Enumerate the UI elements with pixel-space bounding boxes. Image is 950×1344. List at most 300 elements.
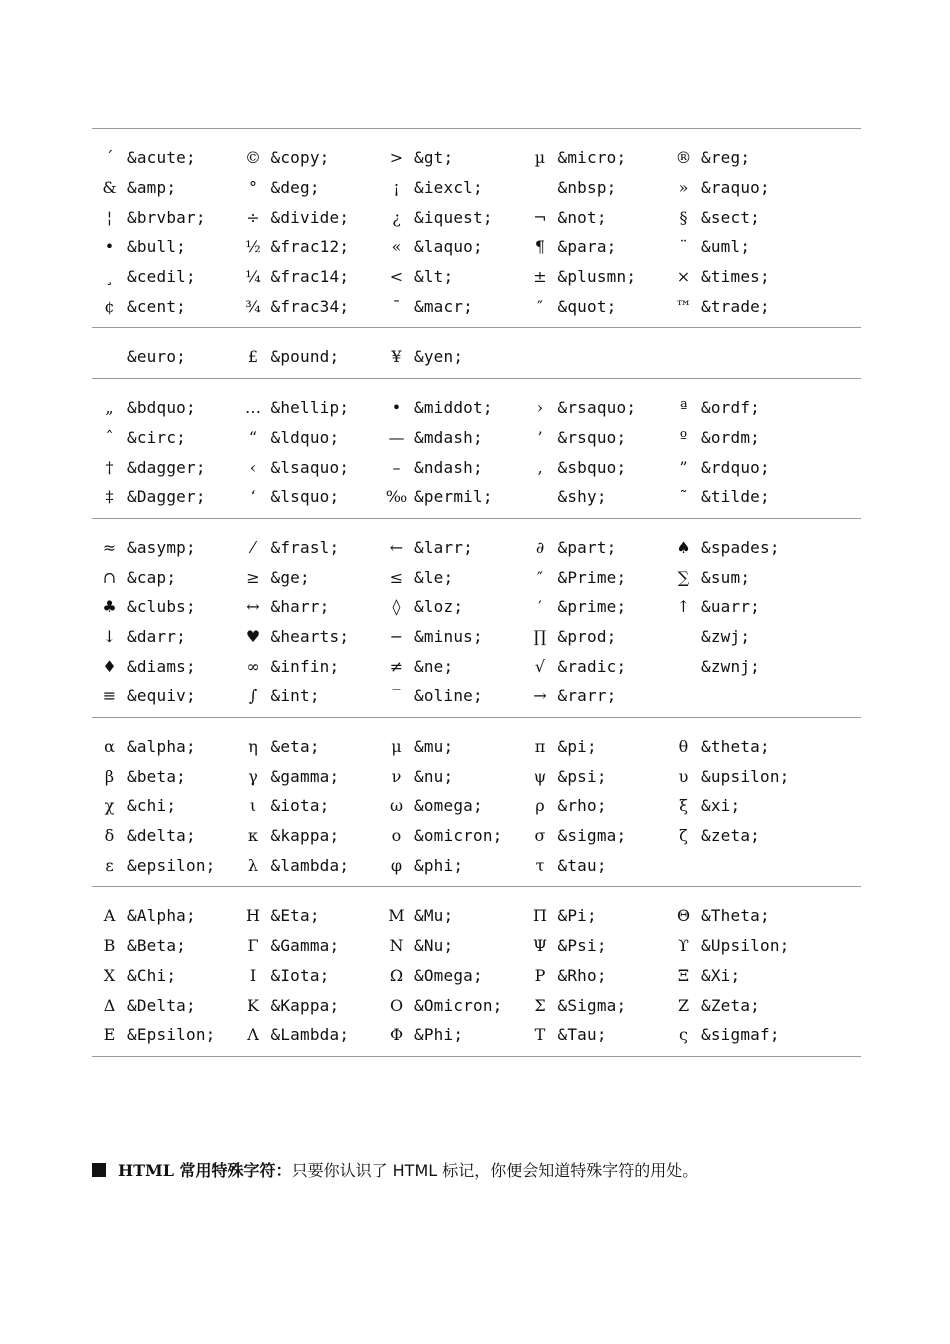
entity-code: &frac34; xyxy=(270,296,350,316)
entity-cell xyxy=(379,651,523,681)
entity-code: &ldquo; xyxy=(270,427,340,447)
entity-code: &nu; xyxy=(414,766,454,786)
entity-code: &mu; xyxy=(414,737,454,757)
entity-reference-table xyxy=(92,128,861,1057)
entity-code: &rsquo; xyxy=(557,427,627,447)
entity-code: &Beta; xyxy=(127,936,186,956)
entity-symbol: Λ xyxy=(247,1025,259,1045)
entity-code: &cent; xyxy=(127,296,186,316)
entity-cell xyxy=(92,931,236,961)
entity-code: &tau; xyxy=(557,855,607,875)
entity-cell xyxy=(379,990,523,1020)
entity-code: &delta; xyxy=(127,826,196,846)
entity-code: &yen; xyxy=(414,347,464,367)
entity-symbol: ↑ xyxy=(676,597,691,617)
entity-cell xyxy=(236,901,380,931)
entity-code: &sigma; xyxy=(557,826,627,846)
entity-cell xyxy=(666,901,810,931)
entity-symbol: ¨ xyxy=(679,237,688,257)
entity-symbol: ≈ xyxy=(102,537,117,557)
entity-cell xyxy=(523,1020,667,1050)
entity-symbol: Ψ xyxy=(532,936,548,956)
entity-code: &zwnj; xyxy=(701,656,760,676)
entity-cell xyxy=(236,931,380,961)
entity-cell xyxy=(92,821,236,851)
entity-symbol: © xyxy=(245,148,261,168)
entity-cell xyxy=(92,423,236,453)
entity-code: &int; xyxy=(270,686,320,706)
entity-symbol: Ρ xyxy=(534,965,546,985)
entity-code: &circ; xyxy=(127,427,186,447)
entity-cell xyxy=(92,143,236,173)
entity-symbol: Ι xyxy=(249,965,257,985)
entity-code: &kappa; xyxy=(270,826,340,846)
entity-code: &trade; xyxy=(701,296,770,316)
entity-code: &deg; xyxy=(270,178,320,198)
entity-code: &para; xyxy=(557,237,617,257)
entity-code: &bdquo; xyxy=(127,398,196,418)
entity-code: &brvbar; xyxy=(127,207,206,227)
entity-symbol: ↔ xyxy=(246,597,260,617)
entity-cell xyxy=(523,931,667,961)
entity-symbol: ς xyxy=(679,1025,688,1045)
entity-symbol: Ε xyxy=(103,1025,116,1045)
entity-cell xyxy=(236,562,380,592)
entity-code: &laquo; xyxy=(414,237,483,257)
entity-symbol: Ν xyxy=(389,936,404,956)
entity-cell xyxy=(666,651,810,681)
entity-cell xyxy=(92,342,236,372)
entity-cell xyxy=(523,592,667,622)
entity-symbol: Κ xyxy=(247,995,259,1015)
entity-symbol: χ xyxy=(104,796,115,816)
entity-code: &loz; xyxy=(414,597,464,617)
entity-symbol: γ xyxy=(248,766,258,786)
entity-cell xyxy=(379,202,523,232)
entity-symbol: ¼ xyxy=(245,267,261,287)
entity-code: &iota; xyxy=(270,796,330,816)
entity-symbol: º xyxy=(679,427,688,447)
entity-cell xyxy=(666,143,810,173)
entity-code: &Iota; xyxy=(270,965,330,985)
entity-symbol: π xyxy=(534,737,546,757)
entity-symbol: η xyxy=(248,737,258,757)
entity-code: &quot; xyxy=(557,296,617,316)
entity-cell xyxy=(379,232,523,262)
entity-code: &Sigma; xyxy=(557,995,627,1015)
entity-code: &iexcl; xyxy=(414,178,483,198)
entity-code: &Phi; xyxy=(414,1025,464,1045)
entity-cell xyxy=(523,202,667,232)
entity-symbol: Ω xyxy=(389,965,404,985)
entity-code: &Pi; xyxy=(557,906,597,926)
entity-symbol: ∂ xyxy=(535,537,545,557)
entity-code: &minus; xyxy=(414,626,483,646)
entity-cell xyxy=(379,533,523,563)
entity-grid xyxy=(92,901,861,1049)
entity-code: &alpha; xyxy=(127,737,196,757)
entity-symbol: ‘ xyxy=(250,487,256,507)
entity-cell xyxy=(666,562,810,592)
entity-symbol: Τ xyxy=(534,1025,546,1045)
entity-symbol: Ο xyxy=(389,995,404,1015)
entity-cell xyxy=(666,393,810,423)
entity-cell xyxy=(236,651,380,681)
entity-symbol: ⁄ xyxy=(251,537,255,557)
entity-cell xyxy=(379,1020,523,1050)
entity-code: &rarr; xyxy=(557,686,617,706)
entity-cell xyxy=(92,901,236,931)
entity-code: &Omega; xyxy=(414,965,483,985)
entity-symbol: Ξ xyxy=(677,965,690,985)
entity-symbol: ε xyxy=(105,855,114,875)
entity-symbol: ♥ xyxy=(245,626,261,646)
entity-group xyxy=(92,717,861,886)
entity-symbol: ≠ xyxy=(389,656,404,676)
entity-cell xyxy=(92,262,236,292)
entity-symbol: Η xyxy=(246,906,260,926)
entity-code: &cedil; xyxy=(127,267,196,287)
entity-symbol: ± xyxy=(533,267,547,287)
entity-grid xyxy=(92,533,861,711)
entity-cell xyxy=(236,482,380,512)
entity-symbol: τ xyxy=(535,855,545,875)
entity-code: &eta; xyxy=(270,737,320,757)
entity-code: &divide; xyxy=(270,207,350,227)
entity-cell xyxy=(523,533,667,563)
entity-symbol: ≥ xyxy=(246,567,260,587)
entity-cell xyxy=(666,291,810,321)
entity-symbol: × xyxy=(676,267,691,287)
entity-cell xyxy=(666,482,810,512)
entity-code: &ordm; xyxy=(701,427,760,447)
entity-code: &uml; xyxy=(701,237,751,257)
entity-code: &plusmn; xyxy=(557,267,637,287)
entity-code: &Gamma; xyxy=(270,936,340,956)
entity-symbol: ← xyxy=(389,537,404,557)
entity-cell xyxy=(379,931,523,961)
entity-cell xyxy=(666,732,810,762)
entity-code: &darr; xyxy=(127,626,186,646)
entity-cell xyxy=(666,622,810,652)
entity-symbol: ¦ xyxy=(106,207,113,227)
entity-symbol: — xyxy=(388,427,405,447)
entity-symbol: ‚ xyxy=(537,457,543,477)
entity-code: &amp; xyxy=(127,178,177,198)
entity-cell xyxy=(92,651,236,681)
entity-code: &shy; xyxy=(557,487,607,507)
entity-symbol: κ xyxy=(248,826,258,846)
entity-code: &Psi; xyxy=(557,936,607,956)
entity-code: &ordf; xyxy=(701,398,760,418)
entity-symbol: ♠ xyxy=(676,537,691,557)
entity-code: &rdquo; xyxy=(701,457,770,477)
entity-code: &Alpha; xyxy=(127,906,196,926)
entity-code: &micro; xyxy=(557,148,627,168)
entity-cell xyxy=(666,1020,810,1050)
entity-code: &mdash; xyxy=(414,427,483,447)
entity-symbol: ∑ xyxy=(677,567,690,587)
entity-cell xyxy=(92,1020,236,1050)
entity-symbol: ¶ xyxy=(534,237,546,257)
entity-cell xyxy=(236,761,380,791)
entity-symbol: ÷ xyxy=(246,207,260,227)
entity-symbol: ½ xyxy=(245,237,261,257)
entity-cell xyxy=(92,791,236,821)
entity-code: &part; xyxy=(557,537,617,557)
entity-cell xyxy=(379,342,523,372)
entity-cell xyxy=(523,821,667,851)
entity-code: &prime; xyxy=(557,597,627,617)
entity-cell xyxy=(92,961,236,991)
entity-cell xyxy=(92,173,236,203)
entity-cell xyxy=(523,482,667,512)
entity-symbol: Δ xyxy=(103,995,116,1015)
section-heading-title: HTML 常用特殊字符： xyxy=(118,1161,292,1180)
entity-group xyxy=(92,378,861,518)
entity-symbol: ≤ xyxy=(389,567,404,587)
entity-symbol: ο xyxy=(391,826,402,846)
entity-cell xyxy=(92,761,236,791)
entity-code: &frasl; xyxy=(270,537,340,557)
entity-symbol: ′ xyxy=(538,597,542,617)
entity-cell xyxy=(523,732,667,762)
entity-cell xyxy=(92,393,236,423)
entity-symbol: Χ xyxy=(103,965,116,985)
entity-code: &dagger; xyxy=(127,457,206,477)
entity-cell xyxy=(379,482,523,512)
entity-cell xyxy=(523,990,667,1020)
entity-cell xyxy=(379,291,523,321)
entity-code: &Mu; xyxy=(414,906,454,926)
entity-symbol: • xyxy=(391,398,402,418)
entity-code: &zeta; xyxy=(701,826,760,846)
entity-cell xyxy=(236,452,380,482)
entity-symbol: − xyxy=(389,626,404,646)
entity-code: &asymp; xyxy=(127,537,196,557)
entity-cell xyxy=(236,592,380,622)
entity-cell xyxy=(236,232,380,262)
entity-symbol: ♣ xyxy=(102,597,117,617)
entity-grid xyxy=(92,143,861,321)
entity-symbol: μ xyxy=(391,737,402,757)
entity-cell xyxy=(92,452,236,482)
entity-group xyxy=(92,886,861,1056)
entity-cell xyxy=(666,423,810,453)
entity-cell xyxy=(236,262,380,292)
entity-code: &lambda; xyxy=(270,855,350,875)
entity-code: &epsilon; xyxy=(127,855,216,875)
entity-cell xyxy=(379,961,523,991)
entity-code: &tilde; xyxy=(701,487,770,507)
entity-symbol: ″ xyxy=(537,567,543,587)
entity-symbol: ∞ xyxy=(246,656,260,676)
entity-cell xyxy=(92,232,236,262)
entity-symbol: < xyxy=(389,267,404,287)
entity-symbol: Π xyxy=(533,906,547,926)
entity-cell xyxy=(236,342,380,372)
entity-symbol: > xyxy=(389,148,404,168)
entity-code: &harr; xyxy=(270,597,330,617)
entity-code: &diams; xyxy=(127,656,196,676)
entity-cell xyxy=(236,291,380,321)
entity-code: &Omicron; xyxy=(414,995,503,1015)
entity-cell xyxy=(666,452,810,482)
entity-symbol: ω xyxy=(389,796,404,816)
entity-grid xyxy=(92,393,861,512)
entity-symbol: ∏ xyxy=(533,626,547,646)
entity-cell xyxy=(236,681,380,711)
entity-code: &sum; xyxy=(701,567,751,587)
entity-cell xyxy=(379,592,523,622)
entity-symbol: † xyxy=(105,457,114,477)
entity-code: &Delta; xyxy=(127,995,196,1015)
entity-symbol: ∫ xyxy=(248,686,258,706)
entity-symbol: ζ xyxy=(679,826,688,846)
entity-symbol: ° xyxy=(249,178,257,198)
entity-symbol: λ xyxy=(247,855,259,875)
entity-code: &reg; xyxy=(701,148,751,168)
entity-symbol: Ζ xyxy=(677,995,690,1015)
entity-cell xyxy=(666,232,810,262)
entity-symbol: ≡ xyxy=(102,686,117,706)
entity-cell xyxy=(379,732,523,762)
entity-symbol: ¾ xyxy=(245,296,261,316)
entity-code: &raquo; xyxy=(701,178,770,198)
entity-symbol: φ xyxy=(390,855,403,875)
entity-cell xyxy=(92,202,236,232)
entity-symbol: ¿ xyxy=(392,207,401,227)
entity-symbol: θ xyxy=(678,737,689,757)
entity-code: &sect; xyxy=(701,207,760,227)
entity-symbol: ‡ xyxy=(105,487,114,507)
entity-code: &prod; xyxy=(557,626,617,646)
entity-cell xyxy=(379,143,523,173)
entity-cell xyxy=(236,423,380,453)
entity-symbol: ¥ xyxy=(391,347,402,367)
entity-symbol: ″ xyxy=(537,296,543,316)
entity-symbol: ∩ xyxy=(102,567,117,587)
entity-symbol: ” xyxy=(679,457,688,477)
entity-code: &ge; xyxy=(270,567,310,587)
entity-cell xyxy=(92,990,236,1020)
entity-cell xyxy=(523,850,667,880)
entity-code: &gamma; xyxy=(270,766,340,786)
entity-cell xyxy=(236,791,380,821)
entity-cell xyxy=(523,262,667,292)
entity-code: &Epsilon; xyxy=(127,1025,216,1045)
entity-symbol: δ xyxy=(104,826,115,846)
entity-symbol: √ xyxy=(534,656,546,676)
entity-cell xyxy=(523,791,667,821)
entity-cell xyxy=(379,562,523,592)
entity-code: &lsquo; xyxy=(270,487,340,507)
entity-cell xyxy=(92,533,236,563)
entity-code: &cap; xyxy=(127,567,177,587)
entity-symbol: ◊ xyxy=(392,597,401,617)
entity-symbol: Σ xyxy=(534,995,546,1015)
entity-symbol: Θ xyxy=(676,906,691,926)
entity-code: &clubs; xyxy=(127,597,196,617)
entity-code: &middot; xyxy=(414,398,493,418)
entity-cell xyxy=(236,393,380,423)
entity-code: &euro; xyxy=(127,347,186,367)
entity-symbol: ↓ xyxy=(102,626,117,646)
entity-symbol: ν xyxy=(391,766,402,786)
entity-cell xyxy=(666,262,810,292)
entity-code: &frac14; xyxy=(270,267,350,287)
entity-code: &xi; xyxy=(701,796,741,816)
entity-cell xyxy=(523,452,667,482)
entity-cell xyxy=(523,173,667,203)
entity-symbol: ¬ xyxy=(533,207,547,227)
entity-symbol: ‰ xyxy=(385,487,408,507)
entity-code: &radic; xyxy=(557,656,627,676)
entity-symbol: → xyxy=(533,686,547,706)
entity-cell xyxy=(666,761,810,791)
entity-symbol: ϒ xyxy=(678,936,689,956)
entity-cell xyxy=(666,791,810,821)
entity-symbol: „ xyxy=(105,398,114,418)
entity-symbol: › xyxy=(536,398,544,418)
entity-code: &copy; xyxy=(270,148,330,168)
entity-code: &lt; xyxy=(414,267,454,287)
entity-symbol: ™ xyxy=(675,296,692,316)
entity-code: &oline; xyxy=(414,686,483,706)
entity-code: &Kappa; xyxy=(270,995,340,1015)
entity-symbol: ¢ xyxy=(104,296,115,316)
entity-cell xyxy=(92,850,236,880)
entity-code: &ndash; xyxy=(414,457,483,477)
entity-symbol: β xyxy=(104,766,115,786)
entity-symbol: ρ xyxy=(535,796,545,816)
entity-code: &Xi; xyxy=(701,965,741,985)
entity-code: &gt; xyxy=(414,148,454,168)
entity-symbol: ´ xyxy=(105,148,114,168)
entity-cell xyxy=(666,821,810,851)
entity-cell xyxy=(379,850,523,880)
entity-symbol: Μ xyxy=(388,906,405,926)
entity-symbol: … xyxy=(245,398,261,418)
entity-code: &frac12; xyxy=(270,237,350,257)
entity-cell xyxy=(523,143,667,173)
entity-symbol: ¸ xyxy=(105,267,114,287)
entity-symbol: ˆ xyxy=(105,427,114,447)
entity-code: &permil; xyxy=(414,487,493,507)
entity-cell xyxy=(92,592,236,622)
entity-code: &Tau; xyxy=(557,1025,607,1045)
entity-cell xyxy=(523,651,667,681)
entity-cell xyxy=(523,761,667,791)
section-heading xyxy=(92,1158,872,1181)
entity-cell xyxy=(379,821,523,851)
entity-cell xyxy=(523,622,667,652)
entity-cell xyxy=(236,821,380,851)
entity-symbol: ‾ xyxy=(392,686,401,706)
entity-code: &Rho; xyxy=(557,965,607,985)
entity-code: &hellip; xyxy=(270,398,350,418)
entity-symbol: § xyxy=(679,207,688,227)
square-bullet-icon xyxy=(92,1163,106,1177)
entity-code: &Theta; xyxy=(701,906,770,926)
entity-cell xyxy=(523,562,667,592)
entity-code: &rho; xyxy=(557,796,607,816)
entity-cell xyxy=(523,961,667,991)
entity-symbol: » xyxy=(678,178,689,198)
entity-cell xyxy=(92,482,236,512)
entity-code: &psi; xyxy=(557,766,607,786)
entity-code: &infin; xyxy=(270,656,340,676)
